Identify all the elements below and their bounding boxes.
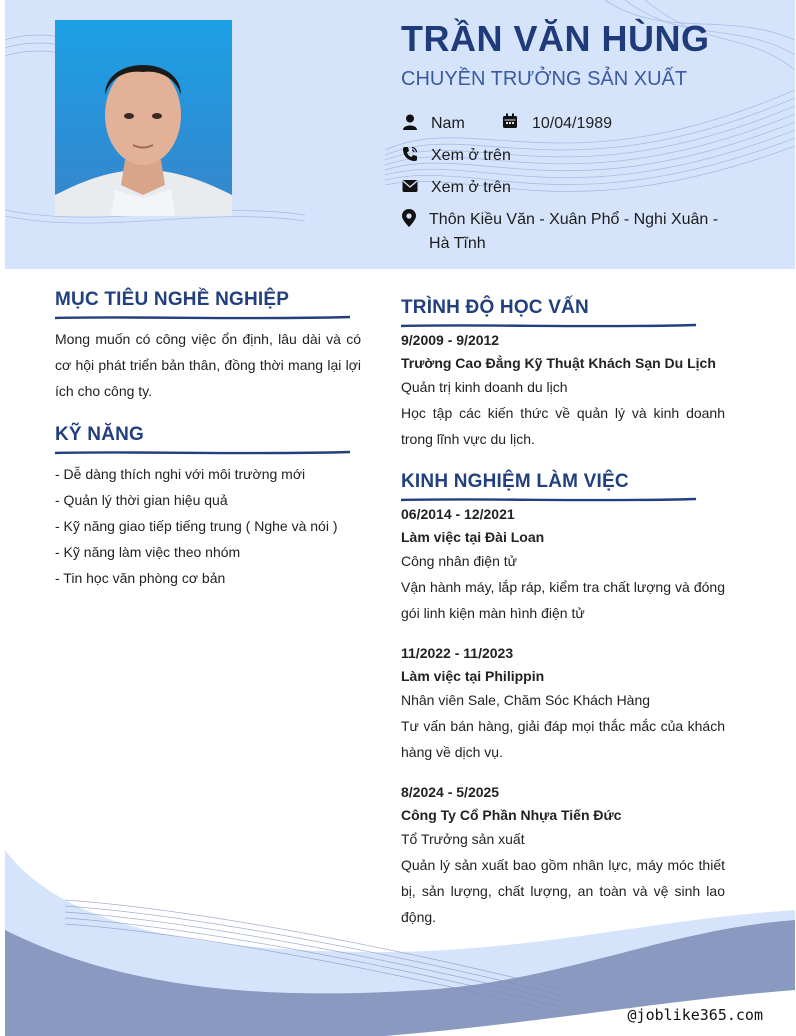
list-item: - Tin học văn phòng cơ bản [55,570,226,586]
entry-org: Làm việc tại Đài Loan [401,529,545,545]
entry-role: Công nhân điện tử [401,553,518,569]
objective-heading-text: MỤC TIÊU NGHỀ NGHIỆP [55,289,290,310]
address-row [401,208,741,256]
calendar-icon [502,113,520,131]
skills-heading [55,424,144,446]
candidate-name: TRẦN VĂN HÙNG [401,18,710,59]
list-item: - Dễ dàng thích nghi với môi trường mới [55,466,306,482]
heading-underline [55,315,355,321]
entry-org: Trường Cao Đẳng Kỹ Thuật Khách Sạn Du Lịch [401,355,716,371]
education-entry [401,329,725,452]
dob-value: 10/04/1989 [532,115,613,132]
entry-desc: Quản lý sản xuất bao gồm nhân lực, máy móc thiết bị, sản lượng, chất lượng, an toàn và vệ sinh lao động. [401,857,725,925]
list-item: - Quản lý thời gian hiệu quả [55,492,228,508]
profile-photo [55,20,232,216]
education-heading [401,297,589,319]
education-heading-text: TRÌNH ĐỘ HỌC VẤN [401,297,589,318]
entry-date: 06/2014 - 12/2021 [401,506,515,522]
entry-date: 11/2022 - 11/2023 [401,645,514,661]
header-band [5,0,795,269]
list-item: - Kỹ năng giao tiếp tiếng trung ( Nghe và nói ) [55,518,338,534]
experience-heading-text: KINH NGHIỆM LÀM VIỆC [401,471,629,492]
entry-org: Làm việc tại Philippin [401,668,545,684]
gender-value: Nam [431,115,465,132]
email-row [401,176,511,200]
entry-role: Nhân viên Sale, Chăm Sóc Khách Hàng [401,692,651,708]
entry-date: 9/2009 - 9/2012 [401,332,500,348]
entry-desc: Học tập các kiến thức về quản lý và kinh doanh trong lĩnh vực du lịch. [401,405,725,447]
gender-row [401,112,465,136]
entry-desc: Vận hành máy, lắp ráp, kiểm tra chất lượng và đóng gói linh kiện màn hình điện tử [401,579,725,621]
skills-list [55,461,375,591]
experience-entry [401,503,725,626]
job-title: CHUYỀN TRƯỞNG SẢN XUẤT [401,68,688,90]
cv-page [5,0,795,1036]
phone-row [401,144,511,168]
experience-entry [401,642,725,765]
list-item: - Kỹ năng làm việc theo nhóm [55,544,241,560]
map-pin-icon [401,209,417,227]
skills-heading-text: KỸ NĂNG [55,424,145,445]
experience-heading [401,471,629,493]
user-icon [401,113,419,131]
objective-heading [55,289,289,311]
entry-role: Tổ Trưởng sản xuất [401,831,525,847]
objective-text: Mong muốn có công việc ổn định, lâu dài và có cơ hội phát triển bản thân, đồng thời mang lại lợi ích cho công ty. [55,331,361,399]
heading-underline [55,450,355,456]
dob-row [502,112,612,136]
phone-icon [401,145,419,163]
entry-org: Công Ty Cổ Phần Nhựa Tiến Đức [401,807,622,823]
watermark: @joblike365.com [627,1006,763,1024]
entry-desc: Tư vấn bán hàng, giải đáp mọi thắc mắc của khách hàng về dịch vụ. [401,718,725,760]
entry-date: 8/2024 - 5/2025 [401,784,500,800]
entry-role: Quản trị kinh doanh du lịch [401,379,568,395]
email-value: Xem ở trên [431,179,511,196]
address-value: Thôn Kiều Văn - Xuân Phổ - Nghi Xuân - Hà Tĩnh [429,211,719,252]
envelope-icon [401,177,419,195]
phone-value: Xem ở trên [431,147,511,164]
